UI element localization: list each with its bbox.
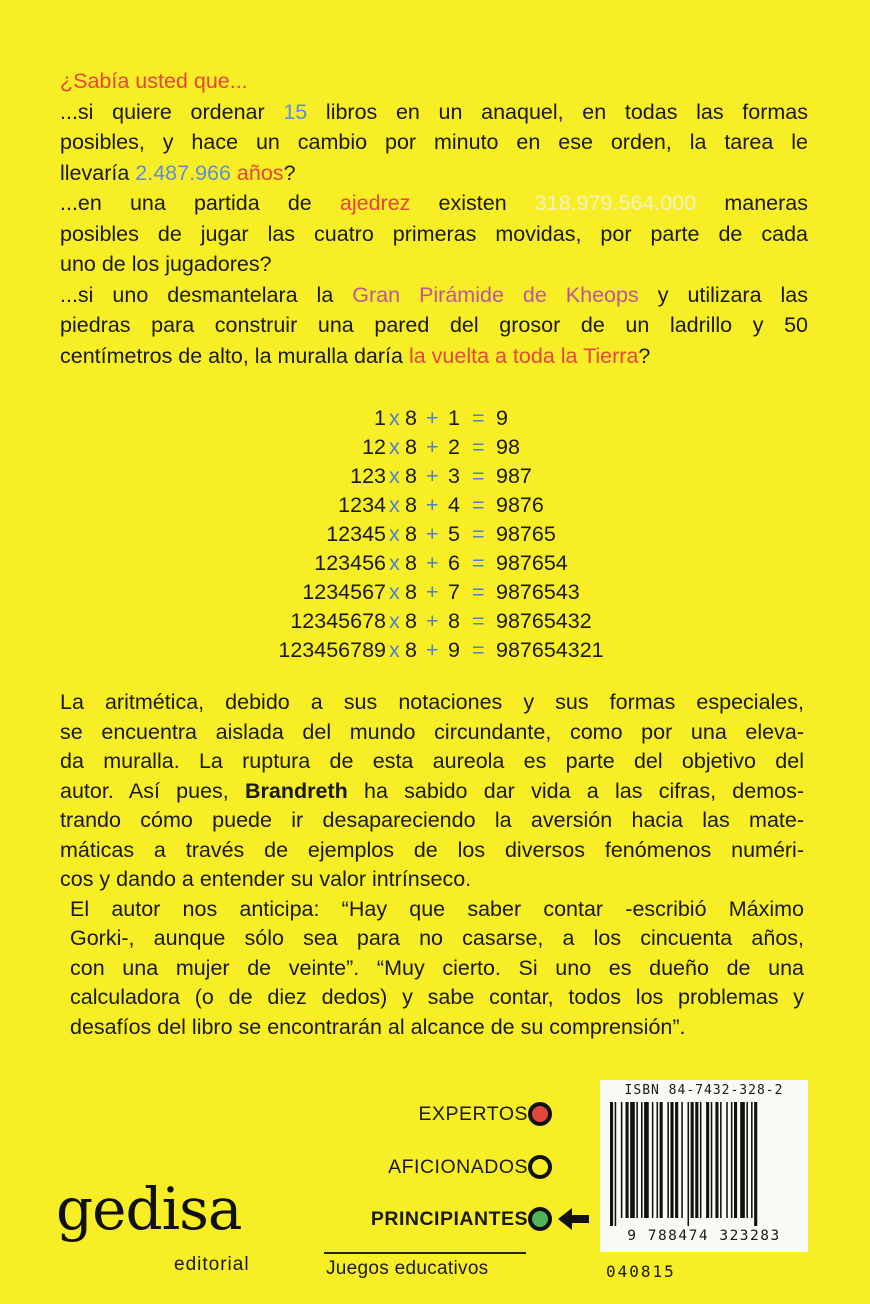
level-circle-aficionados: [528, 1155, 552, 1179]
equation-multiplier: 8: [405, 406, 417, 430]
equation-result: 9: [496, 406, 508, 430]
multiplication-pattern: [0, 404, 870, 665]
barcode-bar: [751, 1102, 753, 1218]
barcode-bar: [711, 1102, 713, 1218]
plus-sign: +: [426, 522, 439, 546]
equals-sign: =: [472, 435, 485, 459]
description-line: autor. Así pues, Brandreth ha sabido dar vida a las cifras, demos-: [60, 778, 804, 803]
equation-multiplicand: 123456: [314, 551, 386, 575]
equation-multiplier: 8: [405, 493, 417, 517]
equals-sign: =: [472, 493, 485, 517]
equation-multiplicand: 123456789: [278, 638, 386, 662]
level-label-principiantes: PRINCIPIANTES: [370, 1208, 528, 1230]
barcode-bar: [652, 1102, 654, 1218]
equation-addend: 9: [448, 638, 460, 662]
equation-multiplier: 8: [405, 464, 417, 488]
isbn-text: ISBN 84-7432-328-2: [624, 1083, 784, 1098]
barcode-bar: [615, 1102, 617, 1226]
equation-result: 987654: [496, 551, 568, 575]
equation-addend: 5: [448, 522, 460, 546]
equation-multiplicand: 12345678: [290, 609, 386, 633]
barcode: [600, 1080, 808, 1252]
equation-multiplier: 8: [405, 609, 417, 633]
barcode-bar: [740, 1102, 745, 1218]
equation-addend: 2: [448, 435, 460, 459]
equation-result: 98: [496, 435, 520, 459]
description-line: Gorki-, aunque sólo sea para no casarse, a los cincuenta años,: [70, 926, 804, 950]
equals-sign: =: [472, 638, 485, 662]
barcode-bar: [641, 1102, 643, 1218]
equation-row: [0, 491, 870, 520]
fact-3-line-2: piedras para construir una pared del grosor de un ladrillo y 50: [60, 313, 808, 337]
highlight-number: 2.487.966: [135, 160, 231, 185]
equation-result: 98765: [496, 522, 556, 546]
intro-section: [60, 66, 808, 371]
times-sign: x: [389, 522, 400, 546]
barcode-bar: [731, 1102, 733, 1218]
description-line: con una mujer de veinte”. “Muy cierto. Si uno es dueño de una: [70, 955, 804, 980]
equation-multiplicand: 12345: [326, 522, 386, 546]
barcode-bar: [626, 1102, 629, 1218]
equation-result: 9876: [496, 493, 544, 517]
product-code: 040815: [606, 1262, 676, 1281]
barcode-bars: [610, 1102, 798, 1226]
equation-multiplier: 8: [405, 522, 417, 546]
intro-heading: ¿Sabía usted que...: [60, 69, 248, 93]
equation-multiplicand: 1234: [338, 493, 386, 517]
barcode-bar: [746, 1102, 748, 1218]
equation-row: [0, 636, 870, 665]
equation-multiplier: 8: [405, 551, 417, 575]
barcode-bar: [670, 1102, 673, 1218]
fact-3-line-1: ...si uno desmantelara la Gran Pirámide de Kheops y utilizara las: [60, 282, 808, 307]
highlight-number: 15: [283, 99, 308, 124]
plus-sign: +: [426, 435, 439, 459]
equation-row: [0, 607, 870, 636]
barcode-bar: [726, 1102, 728, 1218]
plus-sign: +: [426, 464, 439, 488]
series-label: Juegos educativos: [326, 1258, 489, 1279]
equation-row: [0, 520, 870, 549]
barcode-bar: [688, 1102, 690, 1226]
equation-multiplicand: 123: [350, 464, 386, 488]
highlight-word: ajedrez: [339, 191, 411, 215]
publisher-name: gedisa: [56, 1175, 242, 1243]
highlight-word: la vuelta a toda la Tierra: [408, 343, 639, 368]
barcode-bar: [754, 1102, 757, 1226]
highlight-number: 318.979.564.000: [534, 191, 697, 215]
barcode-bar: [681, 1102, 683, 1218]
equation-addend: 6: [448, 551, 460, 575]
times-sign: x: [389, 551, 400, 575]
equals-sign: =: [472, 464, 485, 488]
equation-addend: 3: [448, 464, 460, 488]
equation-row: [0, 433, 870, 462]
barcode-bar: [691, 1102, 694, 1218]
fact-1-line-2: posibles, y hace un cambio por minuto en ese orden, la tarea le: [60, 130, 808, 154]
equation-result: 98765432: [496, 609, 592, 633]
description-line: máticas a través de ejemplos de los diversos fenómenos numéri-: [60, 837, 804, 862]
barcode-bar: [675, 1102, 678, 1218]
equals-sign: =: [472, 551, 485, 575]
equation-addend: 7: [448, 580, 460, 604]
equation-addend: 4: [448, 493, 460, 517]
barcode-bar: [695, 1102, 698, 1218]
description-line: La aritmética, debido a sus notaciones y sus formas especiales,: [60, 690, 804, 714]
plus-sign: +: [426, 580, 439, 604]
fact-1-line-3: llevaría 2.487.966 años?: [60, 160, 296, 185]
fact-2-line-3: uno de los jugadores?: [60, 252, 272, 276]
equation-result: 987654321: [496, 638, 604, 662]
barcode-bar: [720, 1102, 722, 1218]
description-line: se encuentra aislada del mundo circundante, como por una eleva-: [60, 719, 804, 744]
equation-multiplier: 8: [405, 435, 417, 459]
fact-2-line-1: ...en una partida de ajedrez existen 318.979.564.000 maneras: [60, 191, 808, 215]
barcode-bar: [630, 1102, 635, 1218]
barcode-bar: [700, 1102, 702, 1218]
barcode-bar: [657, 1102, 659, 1218]
times-sign: x: [389, 435, 400, 459]
level-circle-expertos: [528, 1102, 552, 1126]
times-sign: x: [389, 493, 400, 517]
barcode-bar: [734, 1102, 737, 1218]
barcode-bar: [644, 1102, 649, 1218]
description-line: El autor nos anticipa: “Hay que saber contar -escribió Máximo: [70, 896, 804, 921]
equation-multiplicand: 1234567: [302, 580, 386, 604]
level-circle-principiantes: [528, 1207, 552, 1231]
equation-multiplier: 8: [405, 638, 417, 662]
plus-sign: +: [426, 609, 439, 633]
plus-sign: +: [426, 493, 439, 517]
description-section: [60, 688, 804, 1042]
equation-multiplicand: 12: [362, 435, 386, 459]
highlight-word: Gran Pirámide de Kheops: [352, 282, 639, 307]
equals-sign: =: [472, 609, 485, 633]
publisher-logo: [56, 1175, 266, 1280]
equation-result: 987: [496, 464, 532, 488]
equation-multiplicand: 1: [374, 406, 386, 430]
description-line: trando cómo puede ir desapareciendo la aversión hacia las mate-: [60, 808, 804, 832]
barcode-bar: [636, 1102, 638, 1218]
fact-3-line-3: centímetros de alto, la muralla daría la vuelta a toda la Tierra?: [60, 343, 651, 368]
times-sign: x: [389, 406, 400, 430]
times-sign: x: [389, 580, 400, 604]
description-line: calculadora (o de diez dedos) y sabe contar, todos los problemas y: [70, 985, 804, 1009]
equals-sign: =: [472, 406, 485, 430]
equation-row: [0, 549, 870, 578]
plus-sign: +: [426, 638, 439, 662]
times-sign: x: [389, 464, 400, 488]
description-line: desafíos del libro se encontrarán al alcance de su comprensión”.: [70, 1014, 686, 1039]
barcode-bar: [660, 1102, 663, 1218]
author-name: Brandreth: [245, 778, 348, 803]
highlight-word: años: [230, 160, 284, 185]
divider: [324, 1252, 526, 1254]
times-sign: x: [389, 638, 400, 662]
barcode-bar: [706, 1102, 709, 1218]
barcode-bar: [715, 1102, 718, 1218]
fact-1-line-1: ...si quiere ordenar 15 libros en un anaquel, en todas las formas: [60, 99, 808, 124]
equation-multiplier: 8: [405, 580, 417, 604]
equation-result: 9876543: [496, 580, 580, 604]
times-sign: x: [389, 609, 400, 633]
equals-sign: =: [472, 522, 485, 546]
difficulty-levels: [300, 1098, 590, 1278]
barcode-number: 9 788474 323283: [627, 1228, 781, 1244]
equation-addend: 8: [448, 609, 460, 633]
plus-sign: +: [426, 406, 439, 430]
fact-2-line-2: posibles de jugar las cuatro primeras movidas, por parte de cada: [60, 221, 808, 246]
equals-sign: =: [472, 580, 485, 604]
plus-sign: +: [426, 551, 439, 575]
publisher-subtitle: editorial: [174, 1254, 250, 1275]
description-line: cos y dando a entender su valor intrínseco.: [60, 867, 472, 891]
equation-row: [0, 404, 870, 433]
arrow-left-icon: [556, 1206, 590, 1236]
barcode-bar: [610, 1102, 613, 1226]
description-line: da muralla. La ruptura de esta aureola es parte del objetivo del: [60, 749, 804, 773]
barcode-bar: [667, 1102, 669, 1218]
barcode-bar: [621, 1102, 623, 1218]
equation-addend: 1: [448, 406, 460, 430]
level-label-aficionados: AFICIONADOS: [388, 1156, 528, 1178]
level-label-expertos: EXPERTOS: [418, 1103, 528, 1125]
equation-row: [0, 578, 870, 607]
equation-row: [0, 462, 870, 491]
